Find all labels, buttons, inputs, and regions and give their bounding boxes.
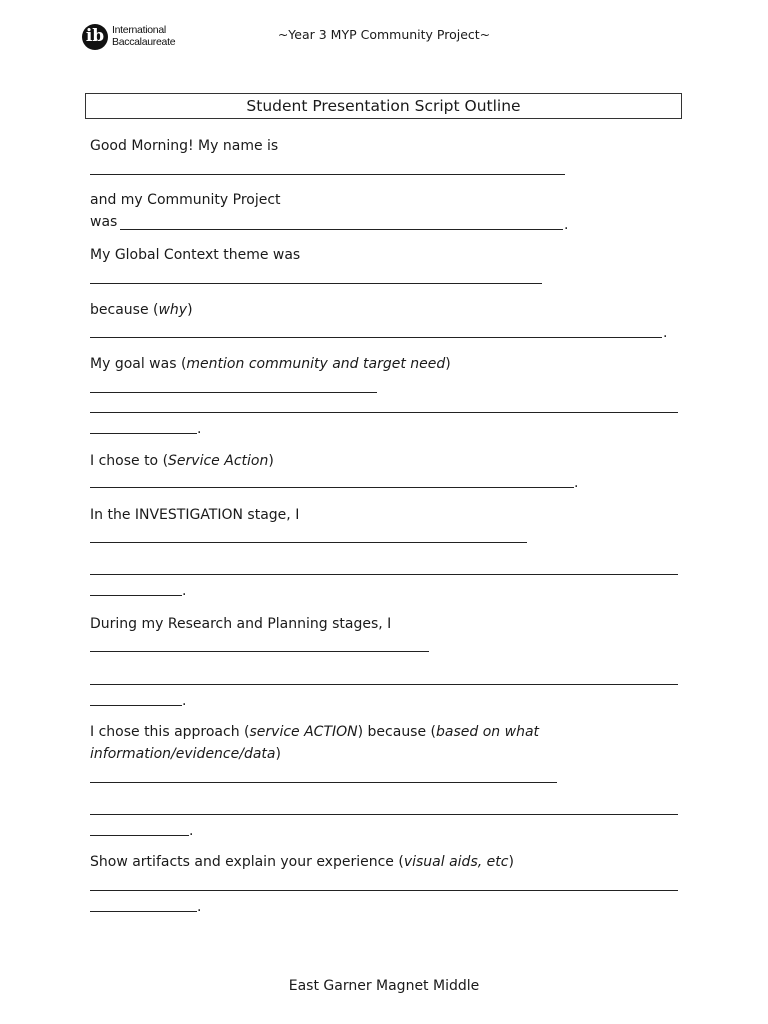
prompt-approach: I chose this approach (service ACTION) because (based on what (90, 724, 540, 740)
answer-line[interactable] (90, 890, 678, 891)
prompt-because: because (why) (90, 302, 193, 318)
prompt-approach-cont: information/evidence/data) (90, 746, 281, 762)
period: . (182, 583, 187, 599)
period: . (182, 693, 187, 709)
answer-line[interactable] (90, 651, 429, 652)
period: . (564, 217, 569, 233)
answer-line[interactable] (90, 174, 565, 175)
answer-line[interactable] (90, 595, 182, 596)
answer-line[interactable] (90, 392, 377, 393)
answer-line[interactable] (90, 911, 197, 912)
answer-line[interactable] (90, 283, 542, 284)
page-header: ~Year 3 MYP Community Project~ (277, 27, 491, 42)
answer-line[interactable] (90, 684, 678, 685)
period: . (197, 421, 202, 437)
answer-line[interactable] (90, 542, 527, 543)
answer-line[interactable] (90, 782, 557, 783)
prompt-global-context: My Global Context theme was (90, 247, 301, 263)
period: . (197, 899, 202, 915)
answer-line[interactable] (90, 337, 662, 338)
answer-line[interactable] (90, 814, 678, 815)
answer-line[interactable] (90, 574, 678, 575)
prompt-investigation: In the INVESTIGATION stage, I (90, 507, 300, 523)
answer-line[interactable] (120, 229, 563, 230)
prompt-name: Good Morning! My name is (90, 138, 279, 154)
page-title: Student Presentation Script Outline (85, 93, 682, 119)
ib-logo-text: International Baccalaureate (112, 24, 176, 48)
prompt-artifacts: Show artifacts and explain your experience (visual aids, etc) (90, 854, 514, 870)
page-footer: East Garner Magnet Middle (288, 978, 480, 994)
prompt-research-planning: During my Research and Planning stages, I (90, 616, 392, 632)
answer-line[interactable] (90, 835, 189, 836)
period: . (663, 325, 668, 341)
prompt-goal: My goal was (mention community and target need) (90, 356, 451, 372)
prompt-project-was: was (90, 214, 118, 230)
period: . (574, 475, 579, 491)
answer-line[interactable] (90, 433, 197, 434)
prompt-project: and my Community Project (90, 192, 281, 208)
ib-logo-mark: ib (82, 24, 108, 50)
answer-line[interactable] (90, 487, 574, 488)
answer-line[interactable] (90, 705, 182, 706)
prompt-service-action: I chose to (Service Action) (90, 453, 274, 469)
period: . (189, 823, 194, 839)
answer-line[interactable] (90, 412, 678, 413)
